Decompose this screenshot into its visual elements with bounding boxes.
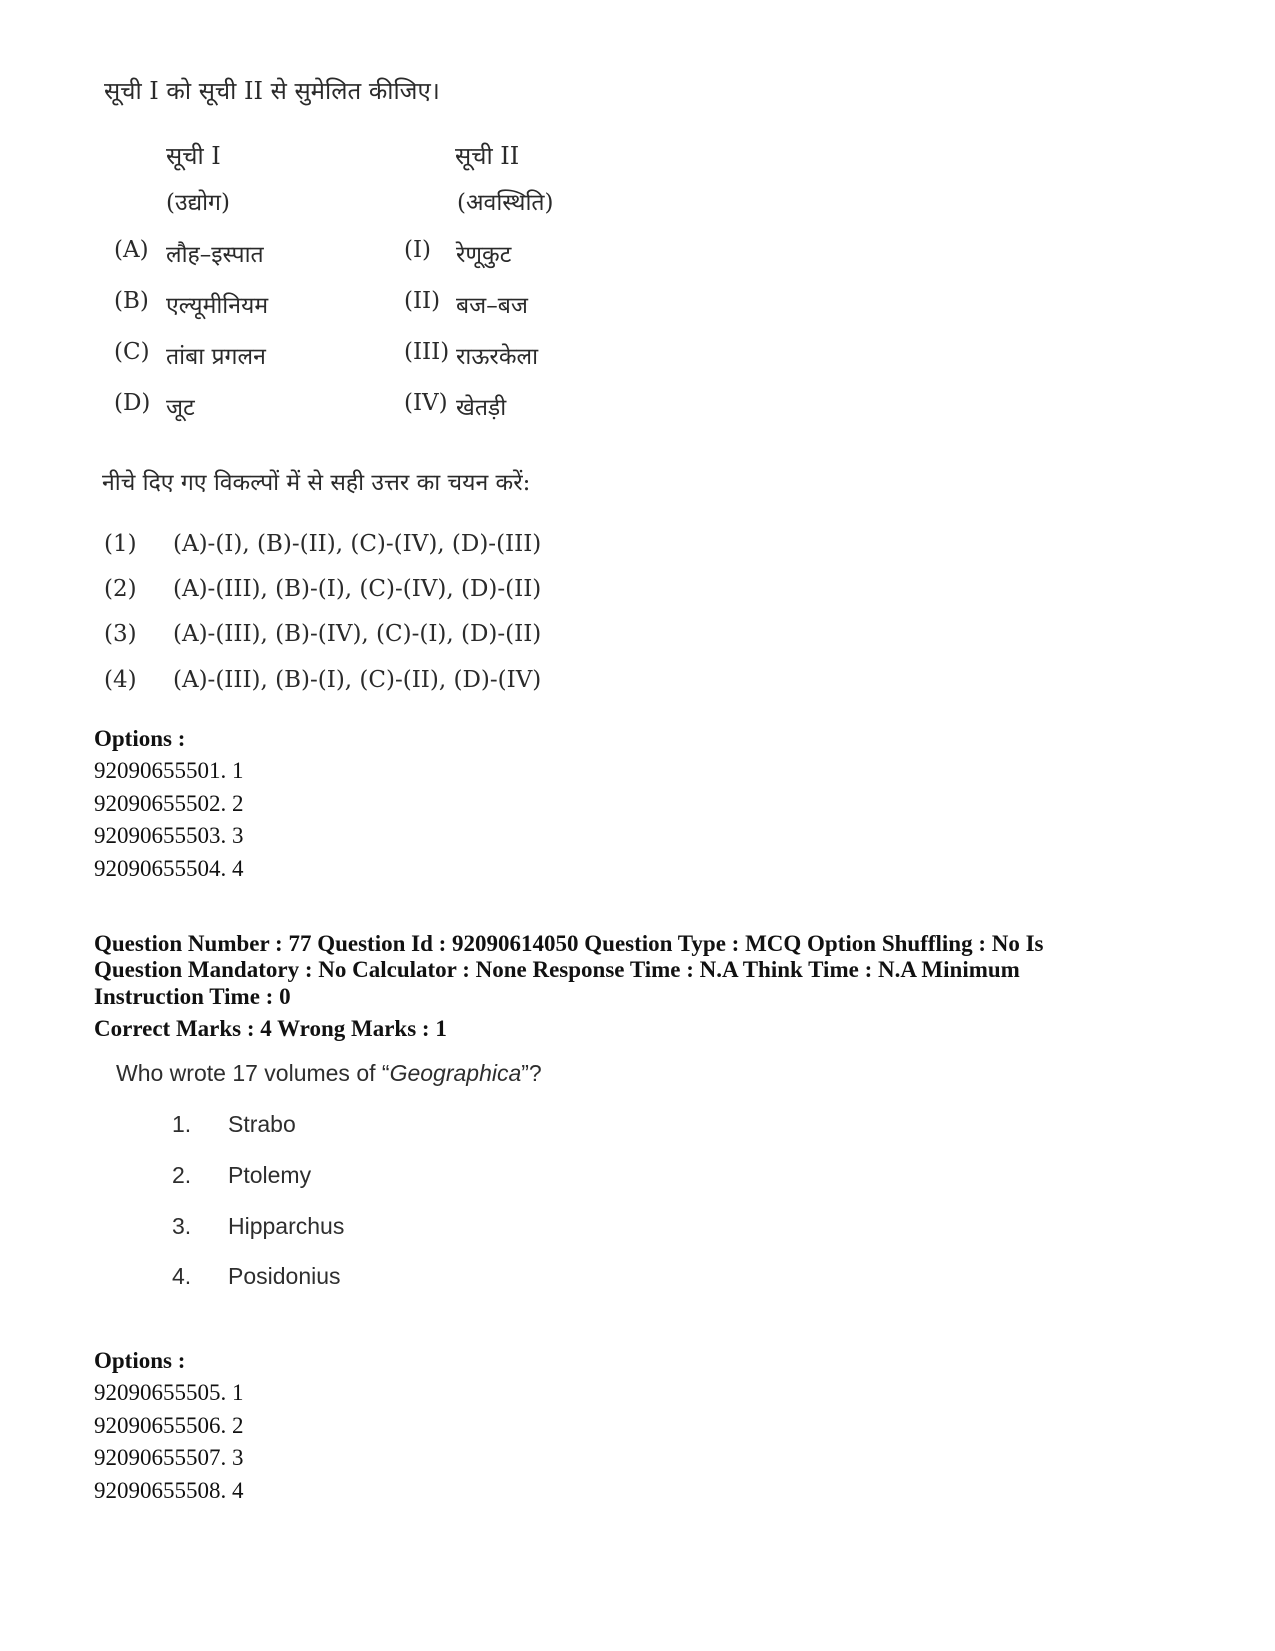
- question-text-suffix: ”?: [521, 1060, 542, 1086]
- list1-item-key: (A): [114, 237, 149, 263]
- answer-number: (3): [104, 621, 137, 647]
- question-text: [116, 1060, 542, 1087]
- answer-number: (1): [104, 531, 137, 557]
- list1-item-key: (B): [114, 288, 149, 314]
- list2-item-key: (III): [404, 339, 450, 365]
- question-meta-line: Question Mandatory : No Calculator : None Response Time : N.A Think Time : N.A Minimum: [94, 957, 1020, 982]
- list1-item-value: लौह–इस्पात: [166, 242, 264, 268]
- list1-item-value: तांबा प्रगलन: [166, 344, 266, 370]
- list2-item-key: (I): [404, 237, 432, 263]
- list1-item-key: (C): [114, 339, 150, 365]
- option-item: 92090655508. 4: [94, 1478, 244, 1503]
- answer-text: Ptolemy: [228, 1162, 312, 1188]
- question-text-prefix: Who wrote 17 volumes of “: [116, 1060, 390, 1086]
- list2-item-value: राऊरकेला: [456, 344, 539, 370]
- option-item: 92090655503. 3: [94, 823, 244, 848]
- list1-item-key: (D): [114, 390, 151, 416]
- answer-text: Posidonius: [228, 1263, 341, 1289]
- question-meta-line: Question Number : 77 Question Id : 92090614050 Question Type : MCQ Option Shuffling : No Is: [94, 931, 1044, 956]
- answer-text: Strabo: [228, 1111, 296, 1137]
- answer-text: (A)-(I), (B)-(II), (C)-(IV), (D)-(III): [173, 531, 542, 557]
- answer-number: 2.: [172, 1162, 192, 1188]
- answer-text: Hipparchus: [228, 1213, 345, 1239]
- answer-number: 1.: [172, 1111, 192, 1137]
- options-label: Options :: [94, 1348, 186, 1373]
- answer-text: (A)-(III), (B)-(IV), (C)-(I), (D)-(II): [173, 621, 542, 647]
- answer-text: (A)-(III), (B)-(I), (C)-(II), (D)-(IV): [173, 667, 542, 693]
- answer-number: 4.: [172, 1263, 192, 1289]
- question-text-italic: Geographica: [389, 1060, 522, 1086]
- list2-subheading: (अवस्थिति): [457, 190, 554, 216]
- list2-heading: सूची II: [455, 142, 520, 170]
- option-item: 92090655507. 3: [94, 1445, 244, 1470]
- option-item: 92090655501. 1: [94, 758, 244, 783]
- choose-prompt: नीचे दिए गए विकल्पों में से सही उत्तर का चयन करें:: [102, 470, 531, 496]
- option-item: 92090655502. 2: [94, 791, 244, 816]
- answer-number: (2): [104, 576, 137, 602]
- list1-item-value: जूट: [166, 395, 195, 421]
- option-item: 92090655506. 2: [94, 1413, 244, 1438]
- option-item: 92090655504. 4: [94, 856, 244, 881]
- list2-item-key: (II): [404, 288, 441, 314]
- list1-subheading: (उद्योग): [166, 190, 230, 216]
- question-meta-line: Instruction Time : 0: [94, 984, 291, 1009]
- list2-item-value: खेतड़ी: [456, 395, 507, 421]
- marks-line: Correct Marks : 4 Wrong Marks : 1: [94, 1016, 447, 1041]
- list2-item-key: (IV): [404, 390, 448, 416]
- option-item: 92090655505. 1: [94, 1380, 244, 1405]
- list2-item-value: रेणूकुट: [456, 242, 512, 268]
- answer-number: (4): [104, 667, 137, 693]
- answer-number: 3.: [172, 1213, 192, 1239]
- answer-text: (A)-(III), (B)-(I), (C)-(IV), (D)-(II): [173, 576, 542, 602]
- list1-heading: सूची I: [166, 142, 221, 170]
- options-label: Options :: [94, 726, 186, 751]
- list1-item-value: एल्यूमीनियम: [166, 293, 269, 319]
- list2-item-value: बज–बज: [456, 293, 528, 319]
- match-instruction: सूची I को सूची II से सुमेलित कीजिए।: [104, 77, 440, 105]
